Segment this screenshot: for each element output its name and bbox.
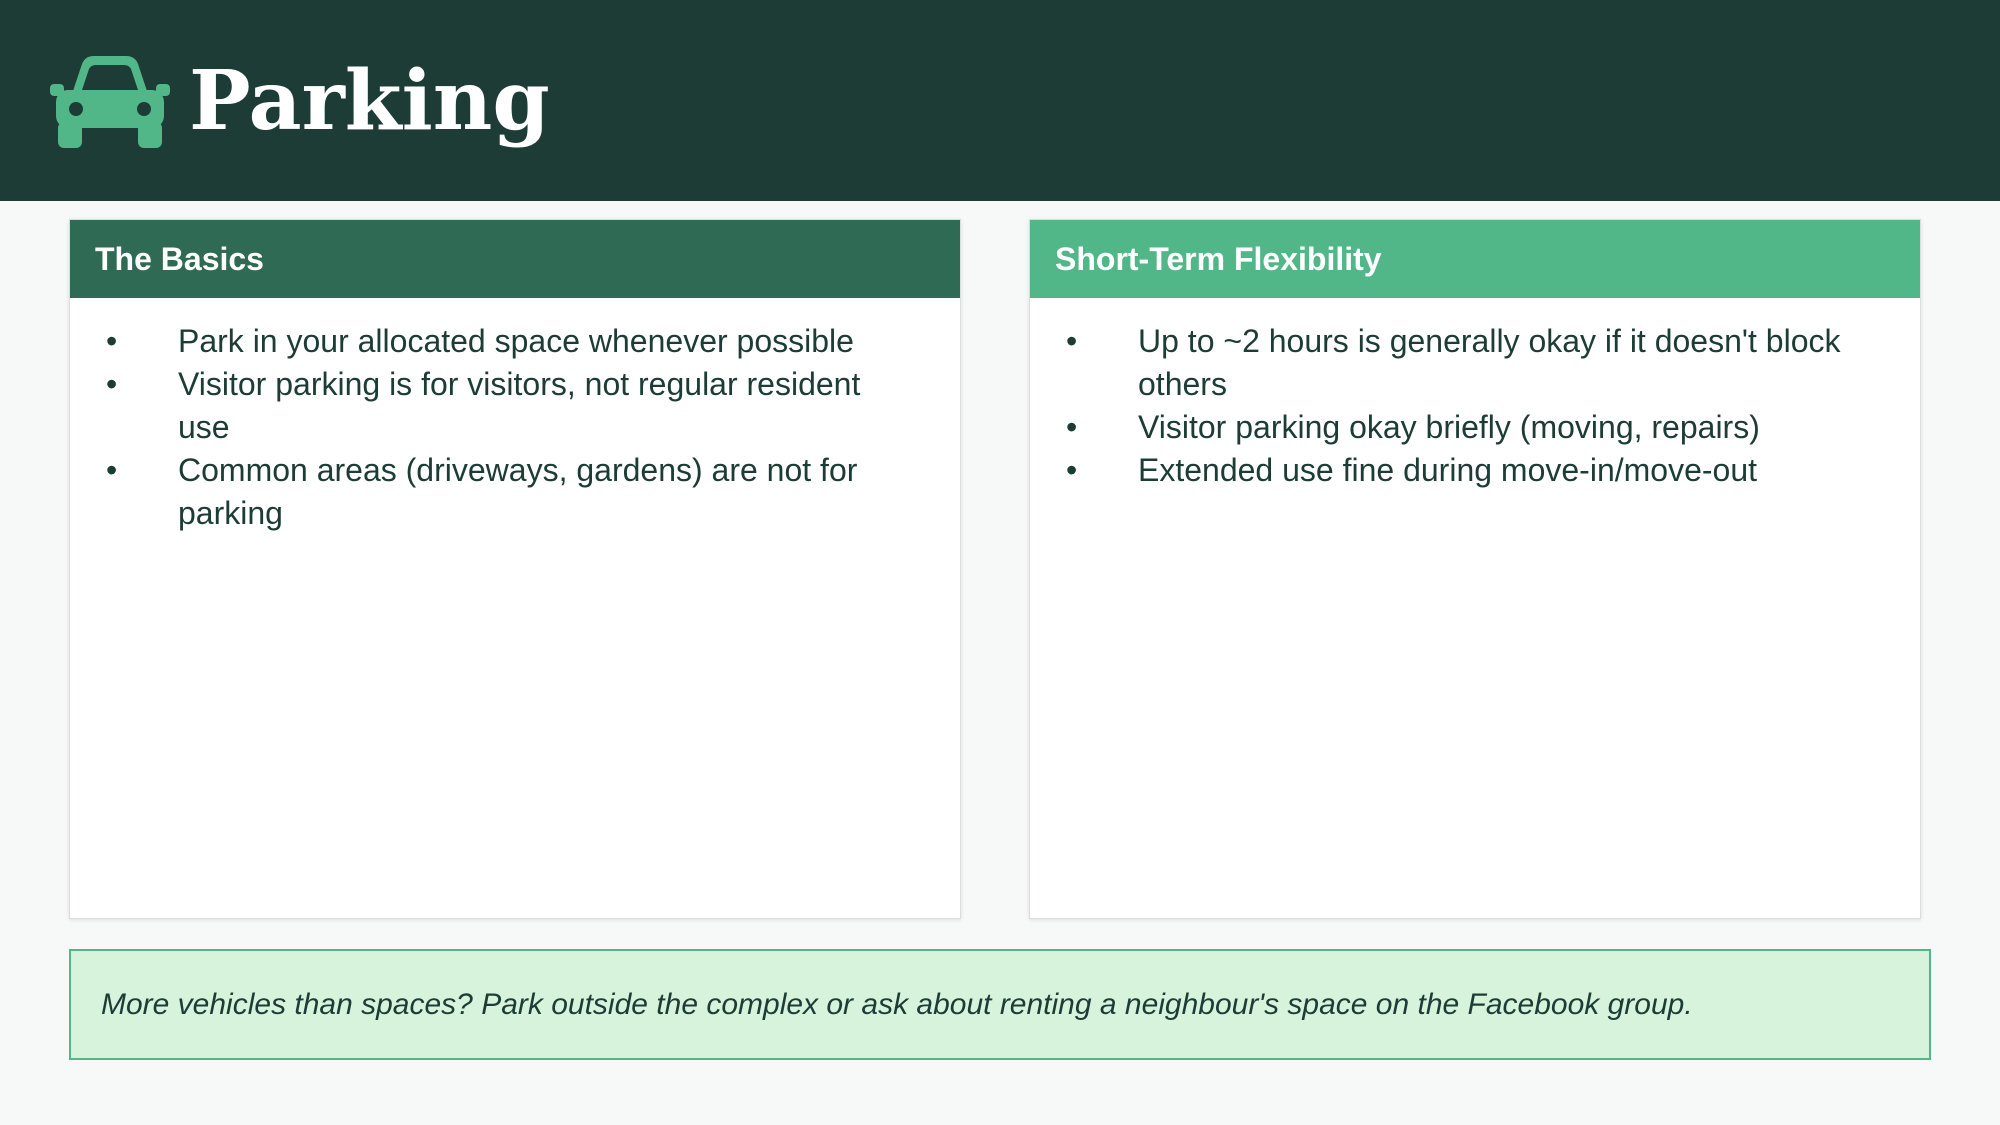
card-short-term-flexibility (1029, 219, 1921, 919)
bullet-icon: • (106, 366, 118, 402)
list-item: • Extended use fine during move-in/move-out (1066, 449, 1880, 492)
card-title: Short-Term Flexibility (1030, 220, 1920, 298)
list-item: • Common areas (driveways, gardens) are not for parking (106, 449, 920, 535)
page-title: Parking (189, 53, 550, 149)
list-item: • Up to ~2 hours is generally okay if it doesn't block others (1066, 320, 1880, 406)
bullet-list (70, 298, 960, 535)
bullet-icon: • (1066, 452, 1078, 488)
bullet-list (1030, 298, 1920, 492)
page-header (0, 0, 2000, 201)
bullet-icon: • (1066, 323, 1078, 359)
bullet-icon: • (106, 452, 118, 488)
card-the-basics (69, 219, 961, 919)
bullet-icon: • (106, 323, 118, 359)
card-title: The Basics (70, 220, 960, 298)
list-item: • Visitor parking is for visitors, not regular resident use (106, 363, 920, 449)
car-icon (50, 54, 170, 148)
bullet-icon: • (1066, 409, 1078, 445)
list-item: • Visitor parking okay briefly (moving, repairs) (1066, 406, 1880, 449)
list-item: • Park in your allocated space whenever possible (106, 320, 920, 363)
note-callout: More vehicles than spaces? Park outside the complex or ask about renting a neighbour's space on the Facebook group. (69, 949, 1931, 1060)
